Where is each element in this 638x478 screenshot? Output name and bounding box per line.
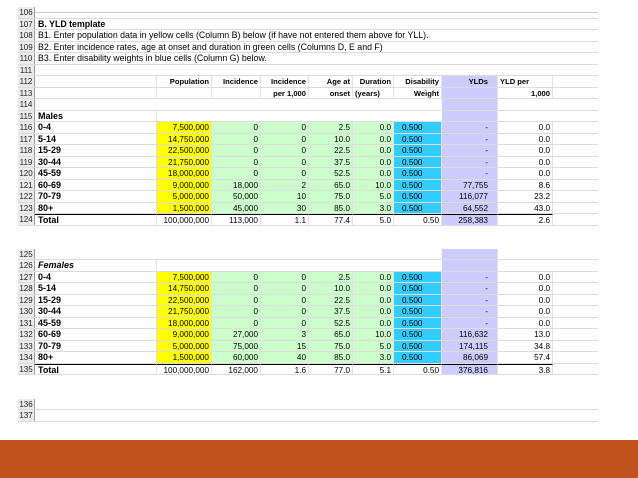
header-disability[interactable]: Disability — [394, 76, 442, 87]
population-cell[interactable]: 21,750,000 — [157, 306, 212, 317]
header-age-onset[interactable]: Age at — [309, 76, 353, 87]
row-number[interactable]: 116 — [18, 122, 35, 133]
age-group-cell[interactable]: 0-4 — [35, 272, 157, 283]
age-onset-cell[interactable]: 22.5 — [309, 295, 353, 306]
yld-per-1000-cell[interactable]: 0.0 — [498, 283, 553, 294]
header-onset[interactable]: onset — [309, 88, 353, 99]
duration-cell[interactable]: 0.0 — [353, 122, 394, 133]
population-cell[interactable]: 21,750,000 — [157, 157, 212, 168]
population-cell[interactable]: 5,000,000 — [157, 191, 212, 202]
duration-cell[interactable]: 3.0 — [353, 352, 394, 363]
ylds-cell[interactable]: - — [442, 168, 498, 179]
row-number[interactable]: 128 — [18, 283, 35, 294]
duration-cell[interactable]: 0.0 — [353, 318, 394, 329]
template-title: B. YLD template — [38, 18, 106, 29]
incidence-cell[interactable]: 0 — [212, 157, 261, 168]
population-cell[interactable]: 9,000,000 — [157, 329, 212, 340]
row-number[interactable]: 108 — [18, 30, 35, 41]
disability-weight-cell[interactable]: 0.500 — [394, 306, 442, 317]
age-group-cell[interactable]: 70-79 — [35, 191, 157, 202]
yld-per-1000-cell[interactable]: 43.0 — [498, 203, 553, 214]
header-weight[interactable]: Weight — [394, 88, 442, 99]
population-cell[interactable]: 22,500,000 — [157, 145, 212, 156]
table-row[interactable] — [18, 283, 598, 295]
age-group-cell[interactable]: 60-69 — [35, 180, 157, 191]
incidence-rate-cell[interactable]: 2 — [261, 180, 309, 191]
table-row[interactable] — [18, 180, 598, 192]
table-row[interactable] — [18, 191, 598, 203]
disability-weight-cell[interactable]: 0.500 — [394, 122, 442, 133]
population-cell[interactable]: 7,500,000 — [157, 122, 212, 133]
age-group-cell[interactable]: Total — [35, 364, 157, 375]
table-row[interactable] — [18, 122, 598, 134]
header-1000[interactable]: 1,000 — [498, 88, 553, 99]
age-onset-cell[interactable]: 77.0 — [309, 364, 353, 375]
incidence-rate-cell[interactable]: 0 — [261, 157, 309, 168]
age-group-cell[interactable]: 15-29 — [35, 295, 157, 306]
age-onset-cell[interactable]: 85.0 — [309, 203, 353, 214]
population-cell[interactable]: 5,000,000 — [157, 341, 212, 352]
sheet-row[interactable] — [18, 42, 598, 54]
row-number[interactable]: 118 — [18, 145, 35, 156]
incidence-rate-cell[interactable]: 0 — [261, 122, 309, 133]
yld-per-1000-cell[interactable]: 0.0 — [498, 168, 553, 179]
ylds-cell[interactable]: 77,755 — [442, 180, 498, 191]
header-incidence[interactable]: Incidence — [212, 76, 261, 87]
duration-cell[interactable]: 0.0 — [353, 134, 394, 145]
header-ylds[interactable]: YLDs — [442, 76, 498, 87]
disability-weight-cell[interactable]: 0.500 — [394, 203, 442, 214]
incidence-rate-cell[interactable]: 3 — [261, 329, 309, 340]
table-row[interactable] — [18, 352, 598, 364]
population-cell[interactable]: 18,000,000 — [157, 168, 212, 179]
ylds-cell[interactable]: 258,383 — [442, 214, 498, 225]
yld-per-1000-cell[interactable]: 0.0 — [498, 157, 553, 168]
disability-weight-cell[interactable]: 0.500 — [394, 145, 442, 156]
disability-weight-cell[interactable]: 0.500 — [394, 318, 442, 329]
incidence-cell[interactable]: 0 — [212, 283, 261, 294]
table-row[interactable] — [18, 145, 598, 157]
population-cell[interactable]: 22,500,000 — [157, 295, 212, 306]
row-number[interactable]: 123 — [18, 203, 35, 214]
incidence-rate-cell[interactable]: 0 — [261, 318, 309, 329]
incidence-cell[interactable]: 113,000 — [212, 214, 261, 225]
incidence-cell[interactable]: 0 — [212, 134, 261, 145]
section-females[interactable]: Females — [35, 260, 157, 271]
duration-cell[interactable]: 0.0 — [353, 157, 394, 168]
sheet-row[interactable] — [18, 30, 598, 42]
sheet-row[interactable] — [18, 99, 598, 111]
duration-cell[interactable]: 5.0 — [353, 214, 394, 225]
disability-weight-cell[interactable]: 0.500 — [394, 168, 442, 179]
row-number[interactable]: 107 — [18, 19, 35, 30]
yld-per-1000-cell[interactable]: 0.0 — [498, 145, 553, 156]
row-number[interactable]: 137 — [18, 410, 35, 421]
ylds-cell[interactable]: - — [442, 306, 498, 317]
row-number[interactable]: 125 — [18, 249, 35, 260]
sheet-row[interactable] — [18, 260, 598, 272]
yld-per-1000-cell[interactable]: 2.6 — [498, 214, 553, 225]
incidence-cell[interactable]: 18,000 — [212, 180, 261, 191]
age-onset-cell[interactable]: 52.5 — [309, 318, 353, 329]
sheet-row[interactable] — [18, 19, 598, 31]
age-onset-cell[interactable]: 52.5 — [309, 168, 353, 179]
disability-weight-cell[interactable]: 0.500 — [394, 329, 442, 340]
incidence-cell[interactable]: 45,000 — [212, 203, 261, 214]
yld-per-1000-cell[interactable]: 13.0 — [498, 329, 553, 340]
yld-per-1000-cell[interactable]: 0.0 — [498, 318, 553, 329]
age-onset-cell[interactable]: 65.0 — [309, 329, 353, 340]
duration-cell[interactable]: 5.1 — [353, 364, 394, 375]
disability-weight-cell[interactable]: 0.500 — [394, 341, 442, 352]
instruction-b2: B2. Enter incidence rates, age at onset and duration in green cells (Columns D, E and F) — [38, 41, 383, 52]
incidence-rate-cell[interactable]: 0 — [261, 168, 309, 179]
row-number[interactable]: 106 — [18, 7, 35, 18]
yld-per-1000-cell[interactable]: 0.0 — [498, 134, 553, 145]
ylds-cell[interactable]: 174,115 — [442, 341, 498, 352]
age-group-cell[interactable]: 60-69 — [35, 329, 157, 340]
age-group-cell[interactable]: 80+ — [35, 352, 157, 363]
disability-weight-cell[interactable]: 0.500 — [394, 180, 442, 191]
age-onset-cell[interactable]: 22.5 — [309, 145, 353, 156]
disability-weight-cell[interactable]: 0.50 — [394, 214, 442, 225]
age-onset-cell[interactable]: 77.4 — [309, 214, 353, 225]
duration-cell[interactable]: 5.0 — [353, 191, 394, 202]
duration-cell[interactable]: 3.0 — [353, 203, 394, 214]
table-row[interactable] — [18, 295, 598, 307]
duration-cell[interactable]: 0.0 — [353, 306, 394, 317]
duration-cell[interactable]: 10.0 — [353, 329, 394, 340]
table-row[interactable] — [18, 341, 598, 353]
incidence-cell[interactable]: 50,000 — [212, 191, 261, 202]
duration-cell[interactable]: 0.0 — [353, 295, 394, 306]
row-number[interactable]: 110 — [18, 53, 35, 64]
age-group-cell[interactable]: 5-14 — [35, 283, 157, 294]
age-group-cell[interactable]: 45-59 — [35, 168, 157, 179]
incidence-rate-cell[interactable]: 40 — [261, 352, 309, 363]
table-row[interactable] — [18, 203, 598, 215]
incidence-cell[interactable]: 0 — [212, 122, 261, 133]
sheet-row[interactable] — [18, 7, 598, 19]
table-row[interactable] — [18, 329, 598, 341]
age-onset-cell[interactable]: 85.0 — [309, 352, 353, 363]
age-onset-cell[interactable]: 65.0 — [309, 180, 353, 191]
ylds-cell[interactable]: - — [442, 272, 498, 283]
table-row[interactable] — [18, 318, 598, 330]
ylds-cell[interactable]: - — [442, 295, 498, 306]
sheet-row[interactable] — [18, 65, 598, 77]
ylds-cell[interactable]: - — [442, 134, 498, 145]
header-yld-per[interactable]: YLD per — [498, 76, 553, 87]
age-onset-cell[interactable]: 75.0 — [309, 341, 353, 352]
disability-weight-cell[interactable]: 0.500 — [394, 272, 442, 283]
disability-weight-cell[interactable]: 0.500 — [394, 352, 442, 363]
row-number[interactable]: 134 — [18, 352, 35, 363]
table-row[interactable] — [18, 168, 598, 180]
duration-cell[interactable]: 0.0 — [353, 283, 394, 294]
row-number[interactable]: 114 — [18, 99, 35, 110]
age-onset-cell[interactable]: 10.0 — [309, 283, 353, 294]
row-number[interactable]: 133 — [18, 341, 35, 352]
yld-per-1000-cell[interactable]: 57.4 — [498, 352, 553, 363]
incidence-rate-cell[interactable]: 15 — [261, 341, 309, 352]
total-row[interactable] — [18, 214, 598, 226]
ylds-cell[interactable]: - — [442, 318, 498, 329]
header-years[interactable]: (years) — [353, 88, 394, 99]
incidence-rate-cell[interactable]: 0 — [261, 295, 309, 306]
row-number[interactable]: 113 — [18, 88, 35, 99]
incidence-cell[interactable]: 0 — [212, 272, 261, 283]
ylds-cell[interactable]: - — [442, 283, 498, 294]
yld-per-1000-cell[interactable]: 0.0 — [498, 122, 553, 133]
incidence-cell[interactable]: 0 — [212, 145, 261, 156]
age-onset-cell[interactable]: 10.0 — [309, 134, 353, 145]
row-number[interactable]: 131 — [18, 318, 35, 329]
duration-cell[interactable]: 0.0 — [353, 272, 394, 283]
disability-weight-cell[interactable]: 0.500 — [394, 283, 442, 294]
ylds-cell[interactable]: - — [442, 145, 498, 156]
yld-per-1000-cell[interactable]: 8.6 — [498, 180, 553, 191]
header-incidence-rate[interactable]: Incidence — [261, 76, 309, 87]
sheet-row[interactable] — [18, 249, 598, 261]
row-number[interactable]: 111 — [18, 65, 35, 76]
yld-per-1000-cell[interactable]: 0.0 — [498, 306, 553, 317]
total-row[interactable] — [18, 364, 598, 376]
yld-per-1000-cell[interactable]: 0.0 — [498, 272, 553, 283]
row-number[interactable]: 112 — [18, 76, 35, 87]
row-number[interactable]: 126 — [18, 260, 35, 271]
instruction-b3: B3. Enter disability weights in blue cells (Column G) below. — [38, 53, 267, 63]
incidence-cell[interactable]: 60,000 — [212, 352, 261, 363]
sheet-row[interactable] — [18, 399, 598, 411]
age-onset-cell[interactable]: 2.5 — [309, 122, 353, 133]
yld-per-1000-cell[interactable]: 34.8 — [498, 341, 553, 352]
row-number[interactable]: 136 — [18, 399, 35, 410]
yld-per-1000-cell[interactable]: 23.2 — [498, 191, 553, 202]
population-cell[interactable]: 7,500,000 — [157, 272, 212, 283]
yld-per-1000-cell[interactable]: 0.0 — [498, 295, 553, 306]
population-cell[interactable]: 14,750,000 — [157, 283, 212, 294]
duration-cell[interactable]: 10.0 — [353, 180, 394, 191]
disability-weight-cell[interactable]: 0.500 — [394, 157, 442, 168]
incidence-rate-cell[interactable]: 30 — [261, 203, 309, 214]
row-number[interactable]: 124 — [18, 214, 35, 225]
disability-weight-cell[interactable]: 0.500 — [394, 295, 442, 306]
incidence-rate-cell[interactable]: 0 — [261, 145, 309, 156]
age-onset-cell[interactable]: 37.5 — [309, 306, 353, 317]
incidence-cell[interactable]: 27,000 — [212, 329, 261, 340]
duration-cell[interactable]: 0.0 — [353, 145, 394, 156]
population-cell[interactable]: 100,000,000 — [157, 214, 212, 225]
age-group-cell[interactable]: 30-44 — [35, 157, 157, 168]
age-group-cell[interactable]: 80+ — [35, 203, 157, 214]
age-onset-cell[interactable]: 2.5 — [309, 272, 353, 283]
age-group-cell[interactable]: Total — [35, 214, 157, 225]
ylds-cell[interactable]: - — [442, 122, 498, 133]
sheet-row[interactable] — [18, 410, 598, 422]
incidence-rate-cell[interactable]: 1.1 — [261, 214, 309, 225]
row-number[interactable]: 130 — [18, 306, 35, 317]
age-group-cell[interactable]: 0-4 — [35, 122, 157, 133]
row-number[interactable]: 132 — [18, 329, 35, 340]
disability-weight-cell[interactable]: 0.500 — [394, 191, 442, 202]
age-onset-cell[interactable]: 37.5 — [309, 157, 353, 168]
population-cell[interactable]: 14,750,000 — [157, 134, 212, 145]
row-number[interactable]: 122 — [18, 191, 35, 202]
row-number[interactable]: 119 — [18, 157, 35, 168]
population-cell[interactable]: 100,000,000 — [157, 364, 212, 375]
incidence-rate-cell[interactable]: 1.6 — [261, 364, 309, 375]
yld-per-1000-cell[interactable]: 3.8 — [498, 364, 553, 375]
table-row[interactable] — [18, 272, 598, 284]
section-males[interactable]: Males — [35, 111, 157, 122]
spreadsheet-grid[interactable] — [18, 8, 598, 420]
incidence-cell[interactable]: 0 — [212, 168, 261, 179]
population-cell[interactable]: 1,500,000 — [157, 352, 212, 363]
incidence-cell[interactable]: 0 — [212, 295, 261, 306]
incidence-rate-cell[interactable]: 10 — [261, 191, 309, 202]
age-group-cell[interactable]: 70-79 — [35, 341, 157, 352]
header-per-1000[interactable]: per 1,000 — [261, 88, 309, 99]
ylds-cell[interactable]: 116,077 — [442, 191, 498, 202]
population-cell[interactable]: 18,000,000 — [157, 318, 212, 329]
ylds-cell[interactable]: 376,816 — [442, 364, 498, 375]
population-cell[interactable]: 9,000,000 — [157, 180, 212, 191]
age-group-cell[interactable]: 45-59 — [35, 318, 157, 329]
row-number[interactable]: 115 — [18, 111, 35, 122]
incidence-cell[interactable]: 0 — [212, 306, 261, 317]
incidence-cell[interactable]: 0 — [212, 318, 261, 329]
ylds-cell[interactable]: - — [442, 157, 498, 168]
ylds-cell[interactable]: 86,069 — [442, 352, 498, 363]
sheet-row[interactable] — [18, 111, 598, 123]
incidence-rate-cell[interactable]: 0 — [261, 134, 309, 145]
table-row[interactable] — [18, 134, 598, 146]
age-group-cell[interactable]: 15-29 — [35, 145, 157, 156]
slide-footer-bar — [0, 440, 638, 478]
sheet-row[interactable] — [18, 53, 598, 65]
disability-weight-cell[interactable]: 0.500 — [394, 134, 442, 145]
row-number[interactable]: 129 — [18, 295, 35, 306]
incidence-cell[interactable]: 162,000 — [212, 364, 261, 375]
duration-cell[interactable]: 0.0 — [353, 168, 394, 179]
header-duration[interactable]: Duration — [353, 76, 394, 87]
age-group-cell[interactable]: 5-14 — [35, 134, 157, 145]
ylds-cell[interactable]: 64,552 — [442, 203, 498, 214]
table-row[interactable] — [18, 157, 598, 169]
duration-cell[interactable]: 5.0 — [353, 341, 394, 352]
row-number[interactable]: 117 — [18, 134, 35, 145]
population-cell[interactable]: 1,500,000 — [157, 203, 212, 214]
table-row[interactable] — [18, 306, 598, 318]
age-onset-cell[interactable]: 75.0 — [309, 191, 353, 202]
incidence-rate-cell[interactable]: 0 — [261, 283, 309, 294]
row-number[interactable]: 127 — [18, 272, 35, 283]
row-number[interactable]: 120 — [18, 168, 35, 179]
incidence-rate-cell[interactable]: 0 — [261, 306, 309, 317]
disability-weight-cell[interactable]: 0.50 — [394, 364, 442, 375]
incidence-cell[interactable]: 75,000 — [212, 341, 261, 352]
ylds-cell[interactable]: 116,632 — [442, 329, 498, 340]
header-population[interactable]: Population — [157, 76, 212, 87]
header-row-1[interactable] — [18, 76, 598, 88]
incidence-rate-cell[interactable]: 0 — [261, 272, 309, 283]
row-number[interactable]: 109 — [18, 42, 35, 53]
row-number[interactable]: 121 — [18, 180, 35, 191]
instruction-b1: B1. Enter population data in yellow cells (Column B) below (if have not entered them above for YLL). — [38, 30, 429, 40]
age-group-cell[interactable]: 30-44 — [35, 306, 157, 317]
row-number[interactable]: 135 — [18, 364, 35, 375]
header-row-2[interactable] — [18, 88, 598, 100]
